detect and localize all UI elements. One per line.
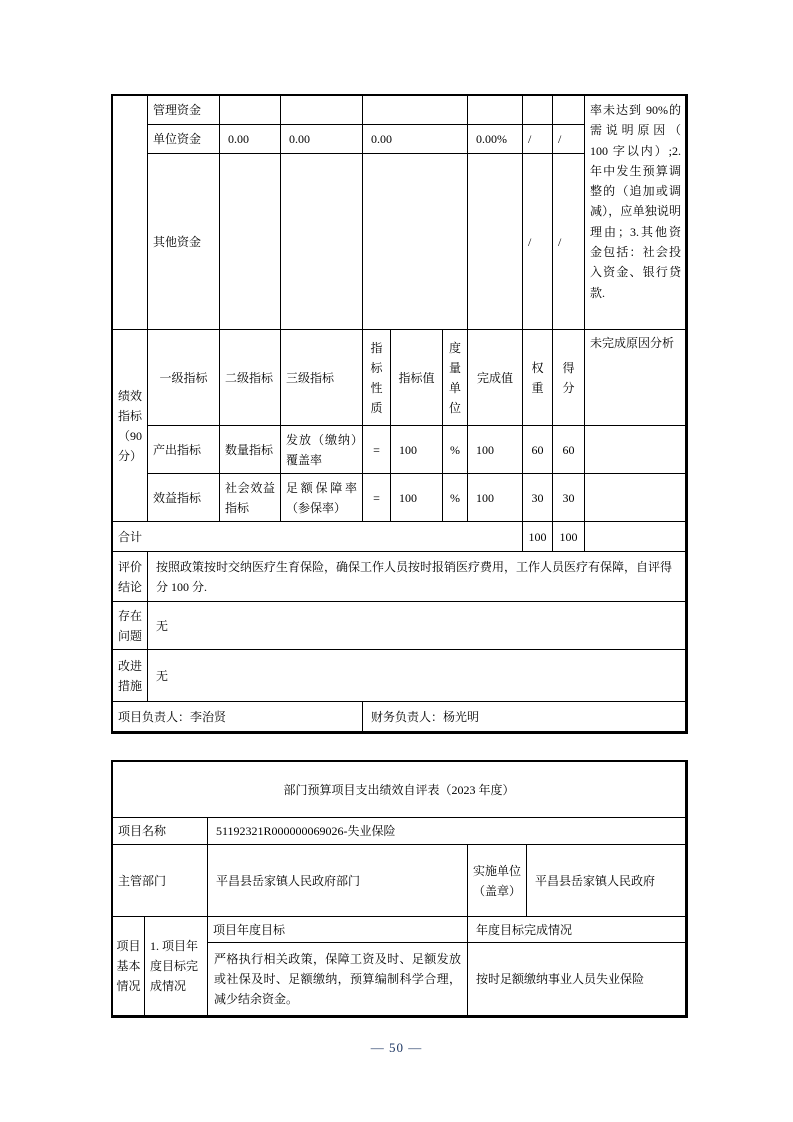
header-nature: 指标性质 <box>363 330 391 426</box>
project-manager: 项目负责人：李治贤 <box>113 702 363 732</box>
funding-score-cell: / <box>553 125 585 154</box>
goal-completion-header: 年度目标完成情况 <box>468 917 686 943</box>
performance-table <box>111 94 688 734</box>
funding-cell <box>281 154 363 330</box>
funding-cell <box>281 96 363 125</box>
indicator-actual: 100 <box>468 474 523 522</box>
funding-score-cell: / <box>553 154 585 330</box>
basic-info-label: 项目基本情况 <box>113 917 145 1016</box>
improvements-text: 无 <box>148 650 686 702</box>
problems-label: 存在问题 <box>113 602 148 650</box>
funding-cell: 0.00 <box>281 125 363 154</box>
funding-row-label: 其他资金 <box>148 154 220 330</box>
indicator-reason <box>585 474 686 522</box>
indicator-weight: 60 <box>523 426 553 474</box>
project-name-label: 项目名称 <box>113 818 208 845</box>
funding-weight-cell: / <box>523 125 553 154</box>
indicator-unit: % <box>443 474 468 522</box>
indicator-nature: = <box>363 426 391 474</box>
funding-cell <box>220 96 281 125</box>
funding-cell <box>468 96 523 125</box>
funding-cell <box>220 154 281 330</box>
total-score: 100 <box>553 522 585 552</box>
indicator-level2: 数量指标 <box>220 426 281 474</box>
header-uncompleted-reason: 未完成原因分析 <box>585 330 686 426</box>
finance-manager: 财务负责人：杨光明 <box>363 702 686 732</box>
department-label: 主管部门 <box>113 845 208 917</box>
header-unit: 度量单位 <box>443 330 468 426</box>
conclusion-text: 按照政策按时交纳医疗生育保险，确保工作人员按时报销医疗费用，工作人员医疗有保障，自评得分 100 分. <box>148 552 686 602</box>
project-name-value: 51192321R000000069026-失业保险 <box>208 818 686 845</box>
conclusion-label: 评价结论 <box>113 552 148 602</box>
header-score: 得分 <box>553 330 585 426</box>
funding-cell <box>363 96 468 125</box>
funding-cell <box>468 154 523 330</box>
funding-section-stub-cell <box>113 96 148 330</box>
indicator-target: 100 <box>391 426 443 474</box>
indicator-score: 60 <box>553 426 585 474</box>
total-label: 合计 <box>113 522 523 552</box>
funding-weight-cell <box>523 96 553 125</box>
annual-goal-header: 项目年度目标 <box>208 917 468 943</box>
indicator-reason <box>585 426 686 474</box>
header-level2: 二级指标 <box>220 330 281 426</box>
total-weight: 100 <box>523 522 553 552</box>
funding-cell: 0.00 <box>220 125 281 154</box>
annual-goal-section-label: 1. 项目年度目标完成情况 <box>145 917 208 1016</box>
department-value: 平昌县岳家镇人民政府部门 <box>208 845 468 917</box>
funding-cell <box>363 154 468 330</box>
page-number: — 50 — <box>370 1040 423 1055</box>
indicator-actual: 100 <box>468 426 523 474</box>
funding-cell: 0.00% <box>468 125 523 154</box>
indicator-level1: 效益指标 <box>148 474 220 522</box>
improvements-label: 改进措施 <box>113 650 148 702</box>
indicator-score: 30 <box>553 474 585 522</box>
indicator-level3: 足额保障率（参保率） <box>281 474 363 522</box>
goal-completion-text: 按时足额缴纳事业人员失业保险 <box>468 943 686 1016</box>
indicator-weight: 30 <box>523 474 553 522</box>
funding-row-label: 单位资金 <box>148 125 220 154</box>
indicator-unit: % <box>443 426 468 474</box>
header-level1: 一级指标 <box>148 330 220 426</box>
funding-row-label: 管理资金 <box>148 96 220 125</box>
header-target-value: 指标值 <box>391 330 443 426</box>
performance-section-label: 绩效指标（90分） <box>113 330 148 522</box>
continuation-note: 率未达到 90%的需说明原因（ 100 字以内）;2.年中发生预算调整的（追加或调减），应单独说明理由；3.其他资金包括：社会投入资金、银行贷款. <box>585 96 686 330</box>
header-weight: 权重 <box>523 330 553 426</box>
annual-goal-text: 严格执行相关政策，保障工资及时、足额发放或社保及时、足额缴纳，预算编制科学合理，减少结余资金。 <box>208 943 468 1016</box>
funding-cell: 0.00 <box>363 125 468 154</box>
self-evaluation-table <box>111 760 688 1018</box>
indicator-nature: = <box>363 474 391 522</box>
impl-unit-value: 平昌县岳家镇人民政府 <box>527 845 686 917</box>
funding-weight-cell: / <box>523 154 553 330</box>
impl-unit-label: 实施单位（盖章） <box>468 845 527 917</box>
total-reason <box>585 522 686 552</box>
indicator-level1: 产出指标 <box>148 426 220 474</box>
table-title: 部门预算项目支出绩效自评表（2023 年度） <box>113 762 686 818</box>
indicator-target: 100 <box>391 474 443 522</box>
header-actual-value: 完成值 <box>468 330 523 426</box>
funding-score-cell <box>553 96 585 125</box>
header-level3: 三级指标 <box>281 330 363 426</box>
indicator-level3: 发放（缴纳）覆盖率 <box>281 426 363 474</box>
problems-text: 无 <box>148 602 686 650</box>
indicator-level2: 社会效益指标 <box>220 474 281 522</box>
